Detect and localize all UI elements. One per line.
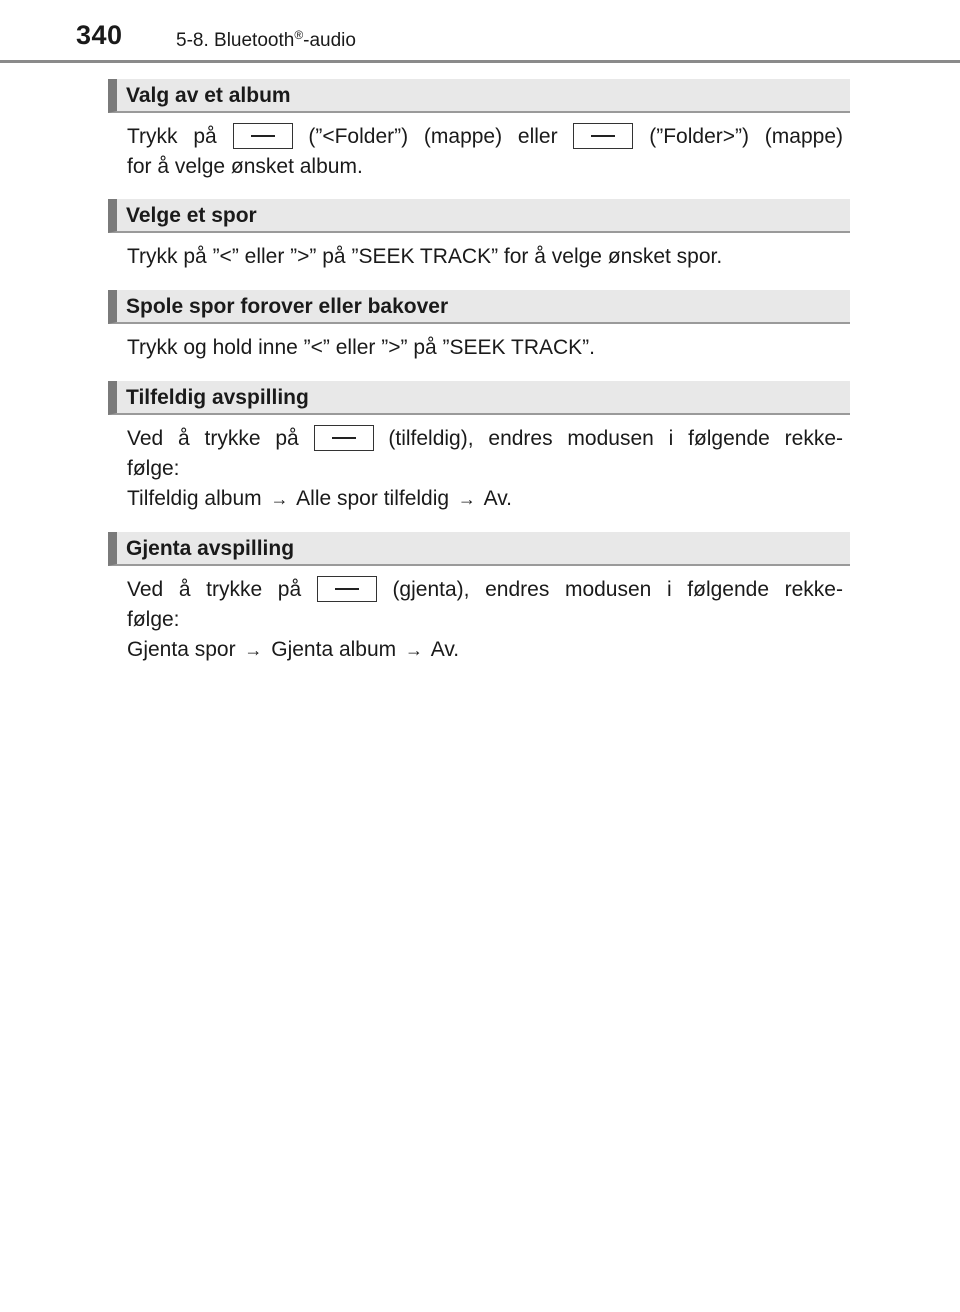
repeat-button-icon xyxy=(317,576,377,602)
text: (gjenta), endres modusen i følgende rekke- xyxy=(392,578,843,601)
header-rule xyxy=(0,60,960,63)
chapter-prefix: 5-8. Bluetooth xyxy=(176,30,295,51)
section-title: Velge et spor xyxy=(126,204,257,227)
section-title: Tilfeldig avspilling xyxy=(126,386,309,409)
text: (”<Folder”) (mappe) eller xyxy=(308,125,558,148)
section-heading-track xyxy=(108,199,850,233)
section-title: Spole spor forover eller bakover xyxy=(126,295,449,318)
text: Ved å trykke på xyxy=(127,578,302,601)
random-button-icon xyxy=(314,425,374,451)
repeat-sequence xyxy=(127,635,843,665)
random-paragraph-line1 xyxy=(127,424,843,454)
page-header xyxy=(0,0,960,62)
section-title: Valg av et album xyxy=(126,84,291,107)
text: Av. xyxy=(483,487,512,510)
section-heading-seek xyxy=(108,290,850,324)
text: Alle spor tilfeldig xyxy=(296,487,450,510)
random-paragraph-line2: følge: xyxy=(127,457,180,480)
folder-prev-button-icon xyxy=(233,123,293,149)
text: (”Folder>”) (mappe) xyxy=(649,125,843,148)
chapter-title xyxy=(176,28,356,52)
text: Av. xyxy=(430,638,460,661)
registered-mark: ® xyxy=(294,28,304,42)
arrow-right-icon: → xyxy=(244,640,263,660)
random-sequence xyxy=(127,484,843,514)
text: Gjenta spor xyxy=(127,638,236,661)
repeat-paragraph-line2: følge: xyxy=(127,608,180,631)
arrow-right-icon: → xyxy=(457,489,476,509)
section-heading-album xyxy=(108,79,850,113)
chapter-suffix: -audio xyxy=(303,30,356,51)
arrow-right-icon: → xyxy=(405,640,423,660)
track-paragraph: Trykk på ”<” eller ”>” på ”SEEK TRACK” for å velge ønsket spor. xyxy=(127,245,723,268)
seek-paragraph: Trykk og hold inne ”<” eller ”>” på ”SEEK TRACK”. xyxy=(127,336,595,359)
text: Trykk på xyxy=(127,125,217,148)
folder-next-button-icon xyxy=(573,123,633,149)
text: (tilfeldig), endres modusen i følgende rekke- xyxy=(388,427,843,450)
text: Ved å trykke på xyxy=(127,427,299,450)
text: Gjenta album xyxy=(271,638,397,661)
album-paragraph-line1 xyxy=(127,122,843,152)
repeat-paragraph-line1 xyxy=(127,575,843,605)
text: Tilfeldig album xyxy=(127,487,262,510)
section-title: Gjenta avspilling xyxy=(126,537,295,560)
album-paragraph-line2: for å velge ønsket album. xyxy=(127,155,363,178)
section-heading-random xyxy=(108,381,850,415)
arrow-right-icon: → xyxy=(270,489,289,509)
page-number: 340 xyxy=(76,20,123,50)
section-heading-repeat xyxy=(108,532,850,566)
